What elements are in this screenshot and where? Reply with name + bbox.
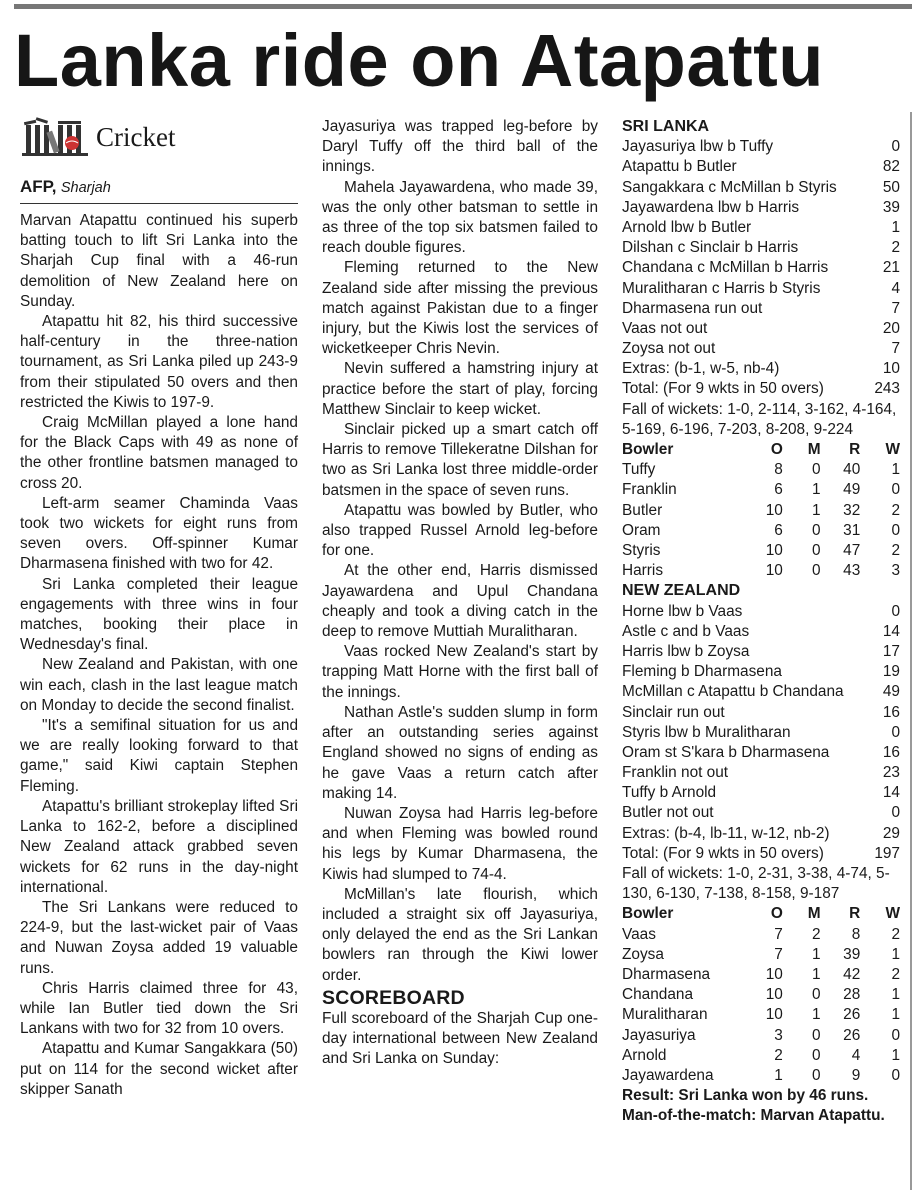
- batsman-runs: 29: [882, 824, 900, 842]
- runs-col-header: R: [849, 441, 861, 459]
- batsman-entry: Butler not out: [622, 804, 714, 822]
- bowling-row: [622, 985, 900, 1005]
- bowler-runs: 42: [843, 965, 861, 983]
- bowler-name: Arnold: [622, 1046, 667, 1064]
- dateline-agency: AFP,: [20, 177, 57, 196]
- new-zealand-title: NEW ZEALAND: [622, 582, 741, 600]
- wickets-col-header: W: [885, 441, 901, 459]
- bowling-row: [622, 1005, 900, 1025]
- column-1-body: [20, 211, 298, 1100]
- article-paragraph: At the other end, Harris dismissed Jayawardena and Upul Chandana cheaply and took a diving catch in the deep to remove Muttiah Muralitharan.: [322, 562, 598, 641]
- batsman-entry: Horne lbw b Vaas: [622, 602, 743, 620]
- batsman-runs: 16: [882, 703, 900, 721]
- batting-row: [622, 339, 900, 359]
- article-paragraph: Atapattu hit 82, his third successive half-century in the three-nation tournament, as Sri Lanka piled up 243-9 from their stipulated 50 overs and then restricted the Kiwis to 197-9.: [20, 313, 298, 411]
- batting-row: [622, 178, 900, 198]
- batsman-runs: 10: [882, 360, 900, 378]
- batting-row: [622, 844, 900, 864]
- maidens-col-header: M: [807, 441, 821, 459]
- batting-row: [622, 703, 900, 723]
- bowler-wickets: 0: [891, 521, 901, 539]
- bowler-runs: 47: [843, 541, 861, 559]
- overs-col-header: O: [770, 441, 783, 459]
- bowler-wickets: 2: [891, 501, 901, 519]
- bowler-overs: 10: [765, 1006, 783, 1024]
- batsman-runs: 82: [882, 158, 900, 176]
- batsman-entry: Vaas not out: [622, 319, 708, 337]
- batting-row: [622, 824, 900, 844]
- batsman-entry: Sinclair run out: [622, 703, 725, 721]
- bowler-overs: 10: [765, 562, 783, 580]
- column-2: [322, 117, 598, 1069]
- bowler-col-header: Bowler: [622, 905, 674, 923]
- bowler-name: Jayawardena: [622, 1066, 714, 1084]
- batting-row: [622, 279, 900, 299]
- article-paragraph: Atapattu was bowled by Butler, who also trapped Russel Arnold leg-before for one.: [322, 501, 598, 560]
- batsman-entry: Franklin not out: [622, 764, 729, 782]
- bowling-row: [622, 925, 900, 945]
- batting-row: [622, 763, 900, 783]
- batsman-entry: Jayasuriya lbw b Tuffy: [622, 138, 774, 156]
- batsman-runs: 23: [882, 764, 900, 782]
- bowler-maidens: 0: [812, 1066, 821, 1084]
- article-paragraph: Sinclair picked up a smart catch off Harris to remove Tillekeratne Dilshan for two as Sri Lanka lost three middle-order batsmen in the space of seven runs.: [322, 421, 598, 499]
- batsman-entry: Astle c and b Vaas: [622, 622, 750, 640]
- bowler-overs: 10: [765, 986, 783, 1004]
- batsman-runs: 7: [891, 299, 900, 317]
- bowler-overs: 8: [774, 461, 783, 479]
- batsman-runs: 0: [891, 804, 900, 822]
- bowling-row: [622, 541, 900, 561]
- batsman-runs: 50: [882, 178, 900, 196]
- bowler-wickets: 1: [891, 986, 901, 1004]
- bowler-overs: 10: [765, 541, 783, 559]
- batsman-runs: 7: [891, 340, 900, 358]
- article-paragraph: McMillan's late flourish, which included a straight six off Jayasuriya, only delayed the end as the Sri Lankan bowlers ran through the Kiwi lower order.: [322, 885, 598, 984]
- batting-row: [622, 379, 900, 399]
- bowler-name: Dharmasena: [622, 965, 711, 983]
- batting-row: [622, 258, 900, 278]
- batting-row: [622, 299, 900, 319]
- bowler-wickets: 0: [891, 1026, 901, 1044]
- batsman-entry: Extras: (b-4, lb-11, w-12, nb-2): [622, 824, 830, 842]
- sri-lanka-fall-of-wickets: Fall of wickets: 1-0, 2-114, 3-162, 4-164, 5-169, 6-196, 7-203, 8-208, 9-224: [622, 400, 897, 438]
- bowler-maidens: 0: [812, 986, 821, 1004]
- bowler-name: Oram: [622, 521, 661, 539]
- bowler-name: Tuffy: [622, 461, 656, 479]
- sri-lanka-bowling: [622, 440, 900, 581]
- article-paragraph: Nevin suffered a hamstring injury at practice before the start of play, forcing Matthew Sinclair to keep wicket.: [322, 360, 598, 418]
- article-paragraph: Atapattu's brilliant strokeplay lifted Sri Lanka to 162-2, before a disciplined New Zealand attack grabbed seven wickets for 62 runs in the day-night international.: [20, 797, 298, 896]
- batsman-entry: Atapattu b Butler: [622, 158, 737, 176]
- bowling-row: [622, 1026, 900, 1046]
- batting-row: [622, 743, 900, 763]
- sri-lanka-title: SRI LANKA: [622, 118, 710, 135]
- batting-row: [622, 602, 900, 622]
- bowler-maidens: 0: [812, 562, 821, 580]
- bowler-runs: 26: [843, 1006, 861, 1024]
- column-1: [20, 112, 298, 1100]
- bowling-row: [622, 480, 900, 500]
- bowler-wickets: 3: [891, 562, 901, 580]
- batting-row: [622, 157, 900, 177]
- batsman-runs: 2: [891, 239, 900, 257]
- bowler-runs: 8: [851, 925, 861, 943]
- batsman-entry: McMillan c Atapattu b Chandana: [622, 683, 844, 701]
- batsman-runs: 19: [882, 663, 900, 681]
- bowler-name: Franklin: [622, 481, 677, 499]
- bowler-wickets: 2: [891, 965, 901, 983]
- batsman-runs: 0: [891, 723, 900, 741]
- bowler-overs: 10: [765, 965, 783, 983]
- batsman-entry: Extras: (b-1, w-5, nb-4): [622, 360, 780, 378]
- batting-row: [622, 803, 900, 823]
- bowler-maidens: 1: [812, 481, 821, 499]
- bowler-runs: 28: [843, 986, 861, 1004]
- batting-row: [622, 198, 900, 218]
- bowler-name: Jayasuriya: [622, 1026, 696, 1044]
- batting-row: [622, 723, 900, 743]
- bowler-runs: 26: [843, 1026, 861, 1044]
- sri-lanka-batting: [622, 137, 900, 399]
- bowling-row: [622, 561, 900, 581]
- bowler-overs: 2: [774, 1046, 783, 1064]
- batting-row: [622, 359, 900, 379]
- bowler-overs: 7: [774, 925, 783, 943]
- runs-col-header: R: [849, 905, 861, 923]
- bowler-maidens: 0: [812, 461, 821, 479]
- dateline: [20, 176, 298, 204]
- batsman-runs: 16: [882, 743, 900, 761]
- batsman-runs: 14: [882, 784, 900, 802]
- bowler-maidens: 1: [812, 965, 821, 983]
- dateline-place: Sharjah: [60, 180, 111, 196]
- batting-row: [622, 783, 900, 803]
- new-zealand-bowling: [622, 904, 900, 1086]
- batsman-entry: Dharmasena run out: [622, 299, 763, 317]
- batsman-entry: Total: (For 9 wkts in 50 overs): [622, 844, 824, 862]
- maidens-col-header: M: [807, 905, 821, 923]
- bowling-row: [622, 1066, 900, 1086]
- bowling-row: [622, 1046, 900, 1066]
- bowler-wickets: 1: [891, 1006, 901, 1024]
- bowler-overs: 3: [774, 1026, 783, 1044]
- batsman-runs: 1: [891, 218, 900, 236]
- bowler-runs: 40: [843, 461, 861, 479]
- bowler-runs: 49: [843, 481, 861, 499]
- batsman-entry: Fleming b Dharmasena: [622, 663, 782, 681]
- bowler-wickets: 2: [891, 541, 901, 559]
- batsman-entry: Oram st S'kara b Dharmasena: [622, 743, 830, 761]
- bowler-runs: 39: [843, 945, 861, 963]
- batsman-entry: Dilshan c Sinclair b Harris: [622, 239, 799, 257]
- bowler-runs: 31: [843, 521, 861, 539]
- bowler-maidens: 2: [812, 925, 821, 943]
- batting-row: [622, 622, 900, 642]
- bowler-overs: 1: [774, 1066, 783, 1084]
- bowler-maidens: 0: [812, 541, 821, 559]
- top-rule: [14, 4, 912, 9]
- bowler-wickets: 2: [891, 925, 901, 943]
- batting-row: [622, 662, 900, 682]
- batsman-entry: Jayawardena lbw b Harris: [622, 198, 800, 216]
- article-paragraph: Left-arm seamer Chaminda Vaas took two wickets for eight runs from seven overs. Off-spinner Kumar Dharmasena finished with two for 42.: [20, 494, 298, 573]
- column-2-body: [322, 117, 598, 986]
- bowler-runs: 43: [843, 562, 861, 580]
- bowler-overs: 7: [774, 945, 783, 963]
- article-paragraph: Chris Harris claimed three for 43, while Ian Butler tied down the Sri Lankans with two for 32 from 10 overs.: [20, 979, 298, 1038]
- bowler-overs: 10: [765, 501, 783, 519]
- bowler-name: Styris: [622, 541, 661, 559]
- batsman-entry: Sangakkara c McMillan b Styris: [622, 178, 837, 196]
- bowler-name: Zoysa: [622, 945, 664, 963]
- bowling-header: [622, 440, 900, 460]
- batsman-entry: Styris lbw b Muralitharan: [622, 723, 791, 741]
- bowler-runs: 4: [851, 1046, 861, 1064]
- new-zealand-batting: [622, 602, 900, 864]
- batsman-runs: 21: [882, 259, 900, 277]
- batting-row: [622, 319, 900, 339]
- article-paragraph: Jayasuriya was trapped leg-before by Daryl Tuffy off the third ball of the innings.: [322, 118, 598, 176]
- bowler-name: Muralitharan: [622, 1006, 708, 1024]
- bowling-row: [622, 460, 900, 480]
- bowler-wickets: 1: [891, 1046, 901, 1064]
- article-paragraph: Vaas rocked New Zealand's start by trapping Matt Horne with the first ball of the innings.: [322, 643, 598, 701]
- batsman-runs: 0: [891, 138, 900, 156]
- scoreboard: [622, 117, 900, 1127]
- batsman-entry: Total: (For 9 wkts in 50 overs): [622, 380, 824, 398]
- batsman-runs: 14: [882, 622, 900, 640]
- bowling-row: [622, 501, 900, 521]
- bowling-row: [622, 521, 900, 541]
- article-paragraph: Atapattu and Kumar Sangakkara (50) put on 114 for the second wicket after skipper Sanath: [20, 1040, 298, 1098]
- article-paragraph: New Zealand and Pakistan, with one win each, clash in the last league match on Monday to decide the second finalist.: [20, 656, 298, 714]
- article-paragraph: Mahela Jayawardena, who made 39, was the only other batsman to settle in as three of the top six batsmen failed to reach double figures.: [322, 178, 598, 257]
- bowler-runs: 32: [843, 501, 861, 519]
- scoreboard-heading: SCOREBOARD: [322, 986, 465, 1009]
- bowler-maidens: 0: [812, 1046, 821, 1064]
- article-paragraph: Nathan Astle's sudden slump in form after an outstanding series against England showed no signs of ending as he gave Vaas a return catch after making 14.: [322, 703, 598, 802]
- batting-row: [622, 137, 900, 157]
- batsman-entry: Harris lbw b Zoysa: [622, 642, 750, 660]
- bowler-wickets: 1: [891, 945, 901, 963]
- batsman-runs: 20: [882, 319, 900, 337]
- wickets-col-header: W: [885, 905, 901, 923]
- scoreboard-intro: Full scoreboard of the Sharjah Cup one-day international between New Zealand and Sri Lanka on Sunday:: [322, 1009, 598, 1068]
- batsman-entry: Muralitharan c Harris b Styris: [622, 279, 821, 297]
- bowler-name: Harris: [622, 562, 664, 580]
- batsman-runs: 17: [882, 642, 900, 660]
- article-paragraph: Sri Lanka completed their league engagements with three wins in four matches, booking their place in Wednesday's final.: [20, 575, 298, 654]
- bowler-maidens: 0: [812, 521, 821, 539]
- article-paragraph: Nuwan Zoysa had Harris leg-before and when Fleming was bowled round his legs by Kumar Dharmasena, the Kiwis had slumped to 74-4.: [322, 804, 598, 883]
- batsman-entry: Arnold lbw b Butler: [622, 218, 752, 236]
- section-logo: [20, 112, 298, 162]
- bowling-row: [622, 965, 900, 985]
- overs-col-header: O: [770, 905, 783, 923]
- bowler-wickets: 0: [891, 481, 901, 499]
- batsman-runs: 243: [874, 380, 900, 398]
- bowler-wickets: 0: [891, 1066, 901, 1084]
- batting-row: [622, 238, 900, 258]
- bowler-name: Vaas: [622, 925, 656, 943]
- batsman-runs: 197: [874, 844, 900, 862]
- bowler-maidens: 0: [812, 1026, 821, 1044]
- article-paragraph: Craig McMillan played a lone hand for the Black Caps with 49 as none of the other frontline batsmen managed to cross 20.: [20, 414, 298, 492]
- batsman-runs: 4: [891, 279, 900, 297]
- section-name: Cricket: [96, 121, 176, 152]
- match-result: Result: Sri Lanka won by 46 runs.: [622, 1087, 869, 1105]
- new-zealand-fall-of-wickets: Fall of wickets: 1-0, 2-31, 3-38, 4-74, 5-130, 6-130, 7-138, 8-158, 9-187: [622, 865, 890, 903]
- batting-row: [622, 218, 900, 238]
- bowler-name: Butler: [622, 501, 663, 519]
- bowler-overs: 6: [774, 521, 783, 539]
- article-paragraph: Fleming returned to the New Zealand side after missing the previous match against Pakistan due to a finger injury, but the Kiwis lost the services of wicketkeeper Chris Nevin.: [322, 259, 598, 358]
- batsman-runs: 49: [882, 683, 900, 701]
- man-of-the-match: Man-of-the-match: Marvan Atapattu.: [622, 1107, 885, 1125]
- right-rule: [910, 112, 912, 1190]
- bowling-row: [622, 945, 900, 965]
- bowling-header: [622, 904, 900, 924]
- bowler-runs: 9: [851, 1066, 861, 1084]
- batsman-entry: Zoysa not out: [622, 340, 716, 358]
- bowler-overs: 6: [774, 481, 783, 499]
- batsman-runs: 39: [882, 198, 900, 216]
- bowler-maidens: 1: [812, 501, 821, 519]
- batsman-entry: Chandana c McMillan b Harris: [622, 259, 829, 277]
- batsman-entry: Tuffy b Arnold: [622, 784, 717, 802]
- batting-row: [622, 682, 900, 702]
- batting-row: [622, 642, 900, 662]
- bowler-name: Chandana: [622, 986, 694, 1004]
- bowler-maidens: 1: [812, 945, 821, 963]
- cricket-stumps-icon: [20, 115, 90, 159]
- bowler-maidens: 1: [812, 1006, 821, 1024]
- bowler-wickets: 1: [891, 461, 901, 479]
- article-paragraph: "It's a semifinal situation for us and we are really looking forward to that game," said Kiwi captain Stephen Fleming.: [20, 717, 298, 795]
- headline: Lanka ride on Atapattu: [14, 19, 825, 102]
- bowler-col-header: Bowler: [622, 441, 674, 459]
- batsman-runs: 0: [891, 602, 900, 620]
- article-paragraph: The Sri Lankans were reduced to 224-9, but the last-wicket pair of Vaas and Nuwan Zoysa added 19 valuable runs.: [20, 898, 298, 977]
- article-paragraph: Marvan Atapattu continued his superb batting touch to lift Sri Lanka into the Sharjah Cup final with a 46-run demolition of New Zealand here on Sunday.: [20, 212, 298, 310]
